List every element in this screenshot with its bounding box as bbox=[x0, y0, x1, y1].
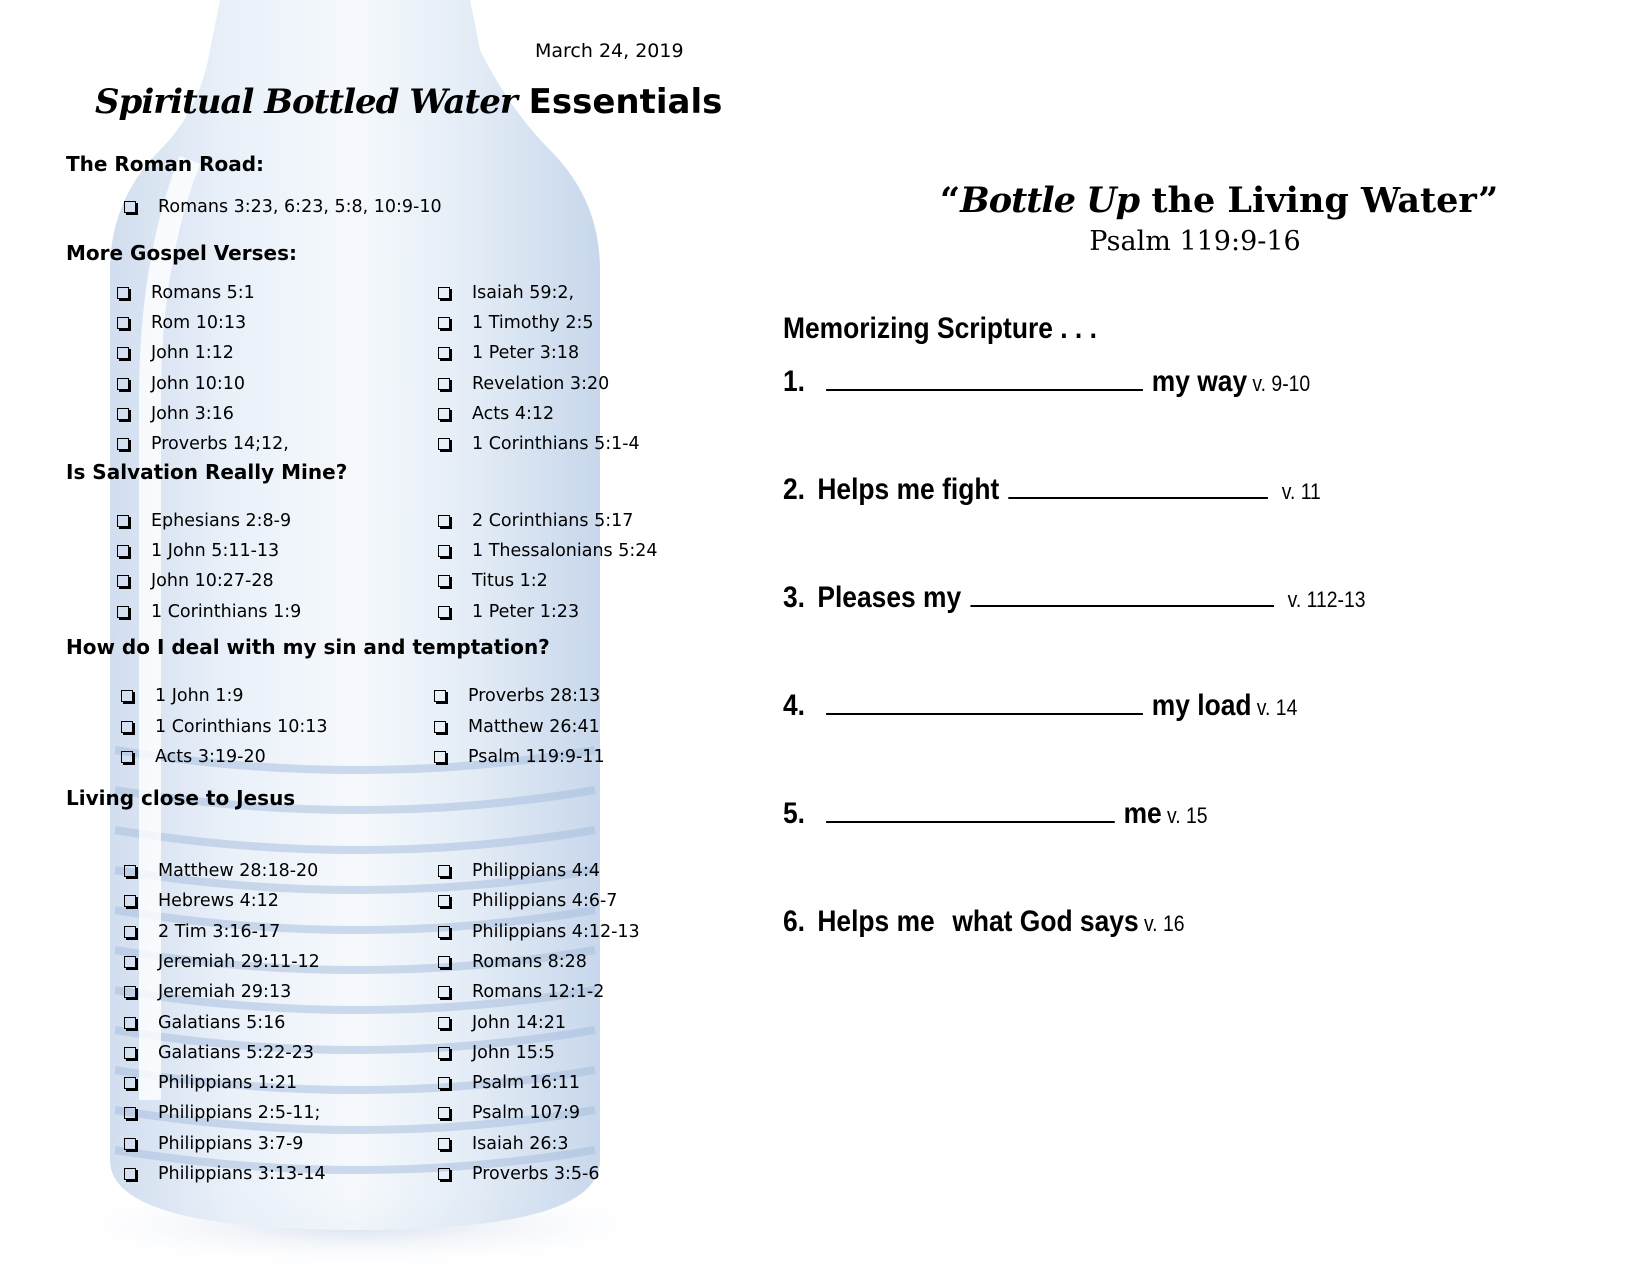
verse-reference: v. 16 bbox=[1143, 911, 1185, 936]
list-item[interactable] bbox=[438, 1164, 599, 1184]
list-item[interactable] bbox=[438, 343, 579, 363]
memorizing-heading: Memorizing Scripture . . . bbox=[783, 312, 1097, 345]
fill-in-point bbox=[783, 797, 1208, 831]
verse-label: Galatians 5:16 bbox=[158, 1012, 286, 1033]
verse-label: Philippians 2:5-11; bbox=[158, 1103, 321, 1124]
verse-label: Matthew 26:41 bbox=[468, 716, 600, 737]
point-text-after: my way bbox=[1151, 365, 1248, 398]
point-text-before: Pleases my bbox=[817, 581, 962, 614]
verse-label: Hebrews 4:12 bbox=[158, 891, 279, 912]
checkbox[interactable] bbox=[438, 895, 450, 907]
title-open-quote: “ bbox=[940, 180, 961, 221]
list-item[interactable] bbox=[124, 891, 279, 911]
checkbox[interactable] bbox=[438, 865, 450, 877]
checkbox[interactable] bbox=[124, 1168, 136, 1180]
checkbox[interactable] bbox=[124, 1017, 136, 1029]
verse-label: Philippians 4:12-13 bbox=[472, 921, 640, 942]
checkbox[interactable] bbox=[438, 378, 450, 390]
checkbox[interactable] bbox=[117, 347, 129, 359]
list-item[interactable] bbox=[124, 1013, 285, 1033]
checkbox[interactable] bbox=[438, 438, 450, 450]
list-item[interactable] bbox=[124, 197, 442, 217]
verse-label: 1 Peter 1:23 bbox=[472, 601, 580, 622]
checkbox[interactable] bbox=[117, 515, 129, 527]
list-item[interactable] bbox=[117, 374, 245, 394]
list-item[interactable] bbox=[124, 1164, 326, 1184]
verse-label: Romans 3:23, 6:23, 5:8, 10:9-10 bbox=[158, 197, 442, 217]
list-item[interactable] bbox=[117, 283, 255, 303]
checkbox[interactable] bbox=[438, 1077, 450, 1089]
checkbox[interactable] bbox=[117, 408, 129, 420]
checkbox[interactable] bbox=[438, 515, 450, 527]
checkbox[interactable] bbox=[117, 545, 129, 557]
checkbox[interactable] bbox=[438, 317, 450, 329]
list-item[interactable] bbox=[117, 602, 301, 622]
checkbox[interactable] bbox=[124, 956, 136, 968]
verse-label: Proverbs 28:13 bbox=[468, 686, 601, 706]
checkbox[interactable] bbox=[434, 690, 446, 702]
verse-label: Philippians 3:13-14 bbox=[158, 1164, 326, 1184]
list-item[interactable] bbox=[434, 717, 600, 737]
list-item[interactable] bbox=[117, 541, 279, 561]
heading-roman-road: The Roman Road: bbox=[66, 152, 265, 176]
verse-label: 1 Corinthians 5:1-4 bbox=[472, 434, 640, 454]
list-item[interactable] bbox=[438, 602, 579, 622]
verse-label: Romans 8:28 bbox=[472, 951, 587, 972]
answer-blank[interactable] bbox=[826, 797, 1115, 823]
verse-label: John 10:27-28 bbox=[151, 571, 274, 592]
checkbox[interactable] bbox=[438, 1017, 450, 1029]
page-title bbox=[95, 82, 722, 122]
checkbox[interactable] bbox=[121, 690, 133, 702]
verse-label: Titus 1:2 bbox=[472, 571, 548, 592]
list-item[interactable] bbox=[117, 434, 289, 454]
list-item[interactable] bbox=[438, 861, 600, 881]
verse-label: John 10:10 bbox=[151, 373, 246, 394]
checkbox[interactable] bbox=[438, 606, 450, 618]
verse-label: John 14:21 bbox=[472, 1012, 567, 1033]
list-item[interactable] bbox=[124, 1043, 314, 1063]
point-number: 4. bbox=[783, 689, 806, 722]
verse-label: Jeremiah 29:11-12 bbox=[158, 951, 320, 972]
answer-blank[interactable] bbox=[826, 365, 1143, 391]
list-item[interactable] bbox=[124, 922, 280, 942]
list-item[interactable] bbox=[117, 343, 234, 363]
checkbox[interactable] bbox=[124, 986, 136, 998]
checkbox[interactable] bbox=[438, 1047, 450, 1059]
checkbox[interactable] bbox=[117, 378, 129, 390]
list-item[interactable] bbox=[438, 404, 554, 424]
title-fancy: Spiritual Bottled Water bbox=[95, 82, 517, 122]
list-item[interactable] bbox=[121, 717, 328, 737]
checkbox[interactable] bbox=[117, 606, 129, 618]
verse-label: Galatians 5:22-23 bbox=[158, 1042, 314, 1063]
point-text-after: what God says bbox=[952, 905, 1139, 938]
list-item[interactable] bbox=[438, 982, 604, 1002]
fill-in-point bbox=[783, 689, 1297, 723]
checkbox[interactable] bbox=[124, 201, 136, 213]
fill-in-point bbox=[783, 581, 1366, 615]
list-item[interactable] bbox=[438, 922, 640, 942]
title-plain: Essentials bbox=[528, 82, 723, 122]
list-item[interactable] bbox=[438, 952, 587, 972]
checkbox[interactable] bbox=[124, 865, 136, 877]
checkbox[interactable] bbox=[438, 926, 450, 938]
list-item[interactable] bbox=[121, 686, 243, 706]
answer-blank[interactable] bbox=[1008, 473, 1268, 499]
answer-blank[interactable] bbox=[970, 581, 1274, 607]
point-number: 3. bbox=[783, 581, 806, 614]
checkbox[interactable] bbox=[124, 1077, 136, 1089]
list-item[interactable] bbox=[438, 1043, 555, 1063]
verse-label: Romans 12:1-2 bbox=[472, 982, 605, 1003]
verse-reference: v. 14 bbox=[1256, 695, 1298, 720]
list-item[interactable] bbox=[438, 283, 574, 303]
list-item[interactable] bbox=[117, 511, 291, 531]
verse-label: Philippians 1:21 bbox=[158, 1073, 298, 1094]
list-item[interactable] bbox=[124, 861, 318, 881]
list-item[interactable] bbox=[438, 434, 640, 454]
verse-label: Jeremiah 29:13 bbox=[158, 982, 292, 1003]
answer-blank[interactable] bbox=[826, 689, 1143, 715]
verse-reference: v. 15 bbox=[1167, 803, 1208, 828]
list-item[interactable] bbox=[117, 404, 234, 424]
list-item[interactable] bbox=[438, 313, 594, 333]
list-item[interactable] bbox=[434, 747, 605, 767]
checkbox[interactable] bbox=[117, 317, 129, 329]
fill-in-point bbox=[783, 905, 1184, 939]
point-text-before: Helps me fight bbox=[817, 473, 1000, 506]
verse-label: Philippians 4:4 bbox=[472, 861, 600, 881]
verse-label: Revelation 3:20 bbox=[472, 373, 610, 394]
verse-label: Psalm 107:9 bbox=[472, 1103, 580, 1124]
point-text-after: me bbox=[1123, 797, 1162, 830]
checkbox[interactable] bbox=[117, 575, 129, 587]
verse-label: John 15:5 bbox=[472, 1042, 555, 1063]
checkbox[interactable] bbox=[117, 287, 129, 299]
verse-reference: v. 112-13 bbox=[1287, 587, 1366, 612]
verse-label: 1 John 1:9 bbox=[155, 686, 244, 706]
verse-label: 1 Thessalonians 5:24 bbox=[472, 541, 658, 562]
verse-label: John 1:12 bbox=[151, 343, 234, 364]
verse-label: 1 Peter 3:18 bbox=[472, 343, 580, 364]
point-text-after: my load bbox=[1151, 689, 1252, 722]
checkbox[interactable] bbox=[438, 1107, 450, 1119]
verse-label: Philippians 4:6-7 bbox=[472, 891, 618, 912]
verse-label: Psalm 119:9-11 bbox=[468, 747, 605, 767]
fill-in-point bbox=[783, 365, 1310, 399]
verse-label: Rom 10:13 bbox=[151, 313, 247, 334]
checkbox[interactable] bbox=[124, 895, 136, 907]
point-text-before: Helps me bbox=[817, 905, 935, 938]
verse-label: 2 Tim 3:16-17 bbox=[158, 921, 281, 942]
checkbox[interactable] bbox=[438, 287, 450, 299]
list-item[interactable] bbox=[438, 891, 617, 911]
list-item[interactable] bbox=[438, 1013, 566, 1033]
checkbox[interactable] bbox=[434, 751, 446, 763]
verse-label: Acts 3:19-20 bbox=[155, 747, 266, 767]
verse-label: Isaiah 26:3 bbox=[472, 1133, 569, 1154]
checkbox[interactable] bbox=[438, 347, 450, 359]
list-item[interactable] bbox=[438, 541, 658, 561]
list-item[interactable] bbox=[124, 1134, 303, 1154]
checkbox[interactable] bbox=[438, 1168, 450, 1180]
fill-in-point bbox=[783, 473, 1321, 507]
point-number: 2. bbox=[783, 473, 806, 506]
list-item[interactable] bbox=[438, 1073, 580, 1093]
list-item[interactable] bbox=[124, 952, 320, 972]
heading-salvation: Is Salvation Really Mine? bbox=[66, 460, 348, 484]
list-item[interactable] bbox=[434, 686, 600, 706]
verse-label: 1 John 5:11-13 bbox=[151, 541, 280, 562]
verse-reference: v. 11 bbox=[1281, 479, 1321, 504]
verse-label: 2 Corinthians 5:17 bbox=[472, 511, 634, 531]
right-title bbox=[940, 180, 1499, 221]
verse-label: Proverbs 3:5-6 bbox=[472, 1164, 600, 1184]
list-item[interactable] bbox=[438, 511, 633, 531]
checkbox[interactable] bbox=[124, 926, 136, 938]
checkbox[interactable] bbox=[438, 1138, 450, 1150]
verse-label: John 3:16 bbox=[151, 403, 234, 424]
verse-label: Ephesians 2:8-9 bbox=[151, 511, 292, 531]
checkbox[interactable] bbox=[124, 1047, 136, 1059]
checkbox[interactable] bbox=[438, 408, 450, 420]
list-item[interactable] bbox=[438, 1134, 569, 1154]
heading-gospel-verses: More Gospel Verses: bbox=[66, 241, 297, 265]
list-item[interactable] bbox=[117, 313, 246, 333]
heading-living-close: Living close to Jesus bbox=[66, 786, 296, 810]
point-number: 1. bbox=[783, 365, 806, 398]
verse-reference: v. 9-10 bbox=[1252, 371, 1311, 396]
verse-label: 1 Corinthians 10:13 bbox=[155, 716, 328, 737]
checkbox[interactable] bbox=[117, 438, 129, 450]
verse-label: Proverbs 14;12, bbox=[151, 434, 289, 454]
point-number: 6. bbox=[783, 905, 806, 938]
checkbox[interactable] bbox=[438, 986, 450, 998]
checkbox[interactable] bbox=[121, 751, 133, 763]
heading-sin-temptation: How do I deal with my sin and temptation? bbox=[66, 635, 550, 659]
verse-label: Isaiah 59:2, bbox=[472, 283, 575, 303]
verse-label: Romans 5:1 bbox=[151, 283, 255, 303]
checkbox[interactable] bbox=[124, 1138, 136, 1150]
title-rest: the Living Water” bbox=[1139, 180, 1499, 221]
point-number: 5. bbox=[783, 797, 806, 830]
checkbox[interactable] bbox=[438, 956, 450, 968]
verse-label: Matthew 28:18-20 bbox=[158, 861, 319, 881]
list-item[interactable] bbox=[124, 982, 291, 1002]
list-item[interactable] bbox=[438, 571, 548, 591]
checkbox[interactable] bbox=[438, 545, 450, 557]
list-item[interactable] bbox=[438, 1103, 580, 1123]
title-fancy-right: Bottle Up bbox=[960, 180, 1140, 221]
date: March 24, 2019 bbox=[535, 40, 684, 62]
checkbox[interactable] bbox=[434, 721, 446, 733]
checkbox[interactable] bbox=[124, 1107, 136, 1119]
checkbox[interactable] bbox=[121, 721, 133, 733]
verse-label: Psalm 16:11 bbox=[472, 1073, 580, 1094]
verse-label: Philippians 3:7-9 bbox=[158, 1133, 304, 1154]
list-item[interactable] bbox=[438, 374, 609, 394]
list-item[interactable] bbox=[121, 747, 266, 767]
list-item[interactable] bbox=[117, 571, 274, 591]
verse-label: 1 Corinthians 1:9 bbox=[151, 601, 302, 622]
list-item[interactable] bbox=[124, 1073, 297, 1093]
verse-label: Acts 4:12 bbox=[472, 403, 555, 424]
right-subtitle: Psalm 119:9-16 bbox=[1089, 226, 1301, 257]
checkbox[interactable] bbox=[438, 575, 450, 587]
verse-label: 1 Timothy 2:5 bbox=[472, 313, 594, 334]
list-item[interactable] bbox=[124, 1103, 320, 1123]
